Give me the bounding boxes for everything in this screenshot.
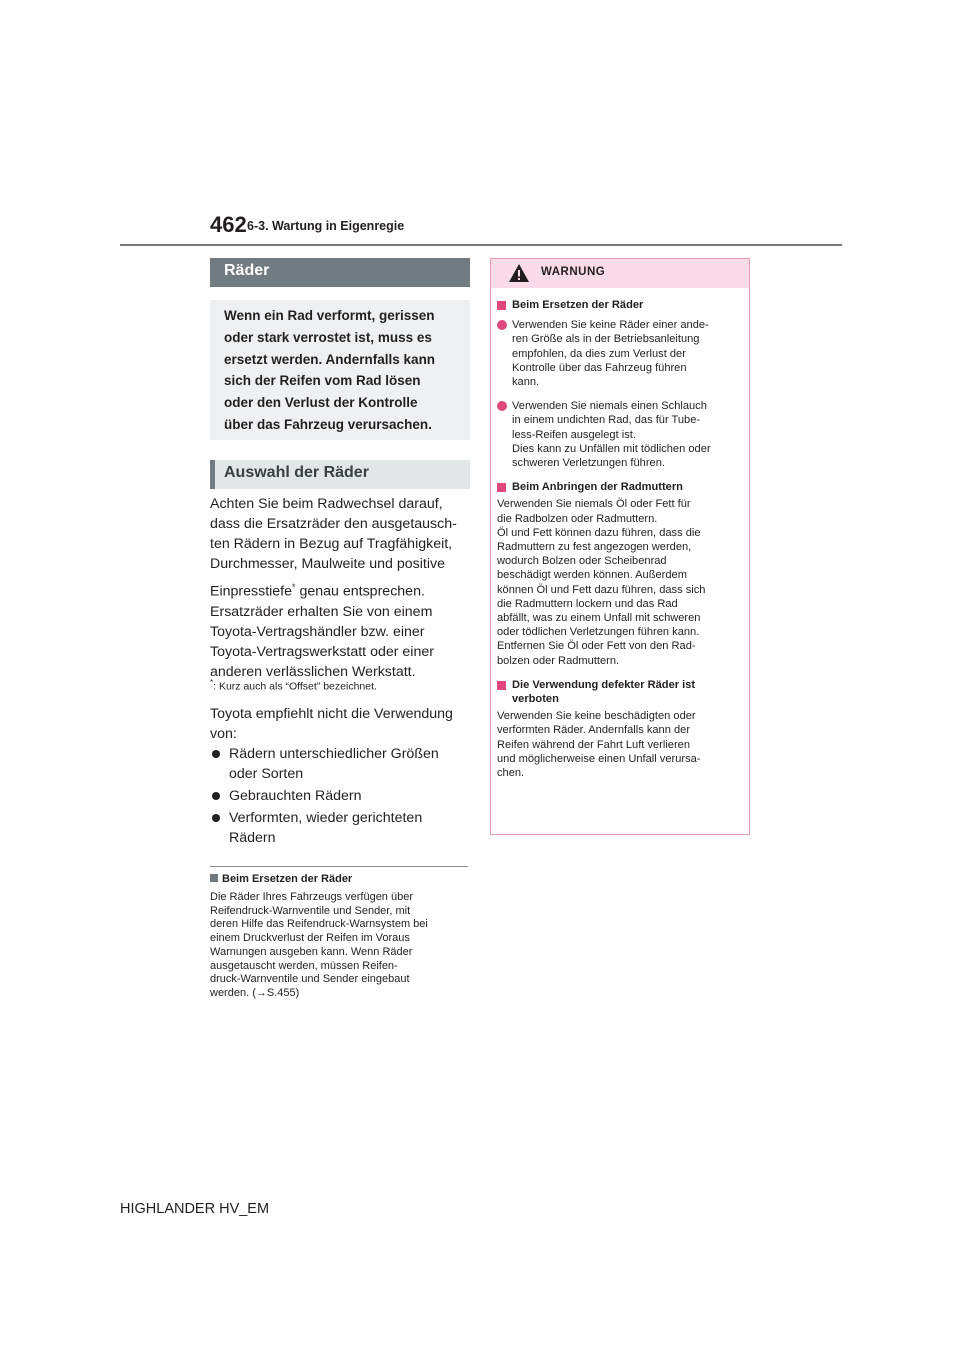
intro-line: über das Fahrzeug verursachen. xyxy=(224,416,432,432)
square-bullet-icon xyxy=(497,301,506,310)
text-line: Reifendruck-Warnventile und Sender, mit xyxy=(210,904,411,917)
text-line: einem Druckverlust der Reifen im Voraus xyxy=(210,932,410,945)
text-line: Verwenden Sie niemals Öl oder Fett für xyxy=(497,498,691,511)
text-line: Verformten, wieder gerichteten xyxy=(229,810,423,826)
circle-bullet-icon xyxy=(497,320,507,330)
intro-line: oder den Verlust der Kontrolle xyxy=(224,395,418,411)
circle-bullet-icon xyxy=(497,401,507,411)
text-line: Toyota-Vertragshändler bzw. einer xyxy=(210,624,425,640)
warning-subheading-text: Beim Ersetzen der Räder xyxy=(512,299,644,311)
note-body xyxy=(210,891,472,1001)
warning-box xyxy=(490,258,750,835)
text-line: Rädern unterschiedlicher Größen xyxy=(229,746,439,762)
text-fragment: genau entsprechen. xyxy=(295,583,425,600)
list-item xyxy=(210,786,472,806)
text-line: less-Reifen ausgelegt ist. xyxy=(512,428,636,441)
text-line: Entfernen Sie Öl oder Fett von den Rad- xyxy=(497,640,696,653)
text-line: ten Rädern in Bezug auf Tragfähigkeit, xyxy=(210,536,453,552)
text-line: Reifen während der Fahrt Luft verlieren xyxy=(497,738,691,751)
warning-subheading xyxy=(497,480,743,494)
warning-subheading xyxy=(497,298,743,312)
text-line: Achten Sie beim Radwechsel darauf, xyxy=(210,496,443,512)
warning-paragraph xyxy=(497,497,743,667)
paragraph-radwechsel xyxy=(210,494,472,602)
text-line: Öl und Fett können dazu führen, dass die xyxy=(497,526,701,539)
text-line: Ersatzräder erhalten Sie von einem xyxy=(210,604,433,620)
list-item xyxy=(210,808,472,848)
intro-line: ersetzt werden. Andernfalls kann xyxy=(224,351,436,367)
header-divider xyxy=(120,244,842,246)
text-line: chen. xyxy=(497,767,525,780)
intro-box xyxy=(210,300,470,440)
text-fragment: Einpresstiefe xyxy=(210,583,293,600)
text-line: Verwenden Sie keine beschädigten oder xyxy=(497,710,696,723)
text-line: kann. xyxy=(512,376,540,389)
footnote-marker: * xyxy=(292,582,296,592)
intro-line: sich der Reifen vom Rad lösen xyxy=(224,373,421,389)
text-line: beschädigt werden können. Außerdem xyxy=(497,569,687,582)
warning-subheading-text: Die Verwendung defekter Räder ist xyxy=(512,678,696,691)
text-line: deren Hilfe das Reifendruck-Warnsystem bei xyxy=(210,918,428,931)
square-bullet-icon xyxy=(497,681,506,690)
footnote xyxy=(210,678,377,693)
text-line: in einem undichten Rad, das für Tube- xyxy=(512,414,701,427)
note-title-text: Beim Ersetzen der Räder xyxy=(222,873,353,885)
text-line: und möglicherweise einen Unfall verursa- xyxy=(497,752,701,765)
text-line: verformten Räder. Andernfalls kann der xyxy=(497,724,691,737)
bullet-dot-icon xyxy=(212,792,220,800)
warning-content xyxy=(491,288,749,780)
footnote-text: : Kurz auch als “Offset” bezeichnet. xyxy=(213,680,377,693)
text-line: die Radbolzen oder Radmuttern. xyxy=(497,512,658,525)
text-line: Toyota-Vertragswerkstatt oder einer xyxy=(210,644,434,660)
text-line: Rädern xyxy=(229,830,276,846)
page-number: 462 xyxy=(210,212,247,237)
paragraph-empfehlung xyxy=(210,704,472,744)
text-line: Durchmesser, Maulweite und positive xyxy=(210,556,445,572)
warning-item xyxy=(497,399,743,470)
text-line: oder tödlichen Verletzungen führen kann. xyxy=(497,626,700,639)
intro-line: Wenn ein Rad verformt, gerissen xyxy=(224,308,435,323)
paragraph-ersatzraeder xyxy=(210,602,472,682)
text-line: Kontrolle über das Fahrzeug führen xyxy=(512,361,687,374)
footnote-marker: * xyxy=(210,678,214,687)
text-line: Toyota empfiehlt nicht die Verwendung xyxy=(210,706,453,722)
text-line: abfällt, was zu einem Unfall mit schweren xyxy=(497,612,701,625)
note-divider xyxy=(210,866,468,867)
auswahl-heading: Auswahl der Räder xyxy=(210,460,470,489)
square-bullet-icon xyxy=(497,483,506,492)
bullet-list xyxy=(210,744,472,850)
text-line: von: xyxy=(210,726,237,742)
list-item xyxy=(210,744,472,784)
text-line: schweren Verletzungen führen. xyxy=(512,457,665,470)
warning-item xyxy=(497,318,743,389)
text-line: wodurch Bolzen oder Scheibenrad xyxy=(497,555,667,568)
text-line: Verwenden Sie niemals einen Schlauch xyxy=(512,400,707,413)
warning-subheading-text: verboten xyxy=(512,693,559,706)
text-line: ausgetauscht werden, müssen Reifen- xyxy=(210,959,398,972)
warning-paragraph xyxy=(497,709,743,780)
footer-model: HIGHLANDER HV_EM xyxy=(120,1201,270,1217)
warning-subheading xyxy=(497,678,743,706)
text-line: werden. (→S.455) xyxy=(210,986,300,999)
text-line: Dies kann zu Unfällen mit tödlichen oder xyxy=(512,442,711,455)
text-line: oder Sorten xyxy=(229,766,304,782)
section-title: 6-3. Wartung in Eigenregie xyxy=(247,219,405,233)
text-line: können Öl und Fett dazu führen, dass sich xyxy=(497,583,706,596)
text-line: Warnungen ausgeben kann. Wenn Räder xyxy=(210,945,413,958)
warning-subheading-text: Beim Anbringen der Radmuttern xyxy=(512,481,683,494)
text-line: anderen verlässlichen Werkstatt. xyxy=(210,664,416,680)
square-bullet-icon xyxy=(210,874,218,882)
text-line: ren Größe als in der Betriebsanleitung xyxy=(512,333,700,346)
bullet-dot-icon xyxy=(212,750,220,758)
bullet-dot-icon xyxy=(212,814,220,822)
intro-line: oder stark verrostet ist, muss es xyxy=(224,329,432,345)
text-line: Verwenden Sie keine Räder einer ande- xyxy=(512,319,709,332)
raeder-heading: Räder xyxy=(210,258,470,287)
warning-label: WARNUNG xyxy=(541,266,606,278)
note-title xyxy=(210,873,352,885)
text-line: empfohlen, da dies zum Verlust der xyxy=(512,347,686,360)
text-line: dass die Ersatzräder den ausgetausch- xyxy=(210,516,457,532)
warning-triangle-icon xyxy=(508,263,530,283)
text-line: Die Räder Ihres Fahrzeugs verfügen über xyxy=(210,891,413,903)
text-line xyxy=(210,577,472,602)
text-line: Gebrauchten Rädern xyxy=(229,788,362,804)
warning-header xyxy=(491,259,749,288)
text-line: druck-Warnventile und Sender eingebaut xyxy=(210,973,410,986)
text-line: die Radmuttern lockern und das Rad xyxy=(497,597,678,610)
text-line: bolzen oder Radmuttern. xyxy=(497,654,620,667)
text-line: Radmuttern zu fest angezogen werden, xyxy=(497,541,692,554)
